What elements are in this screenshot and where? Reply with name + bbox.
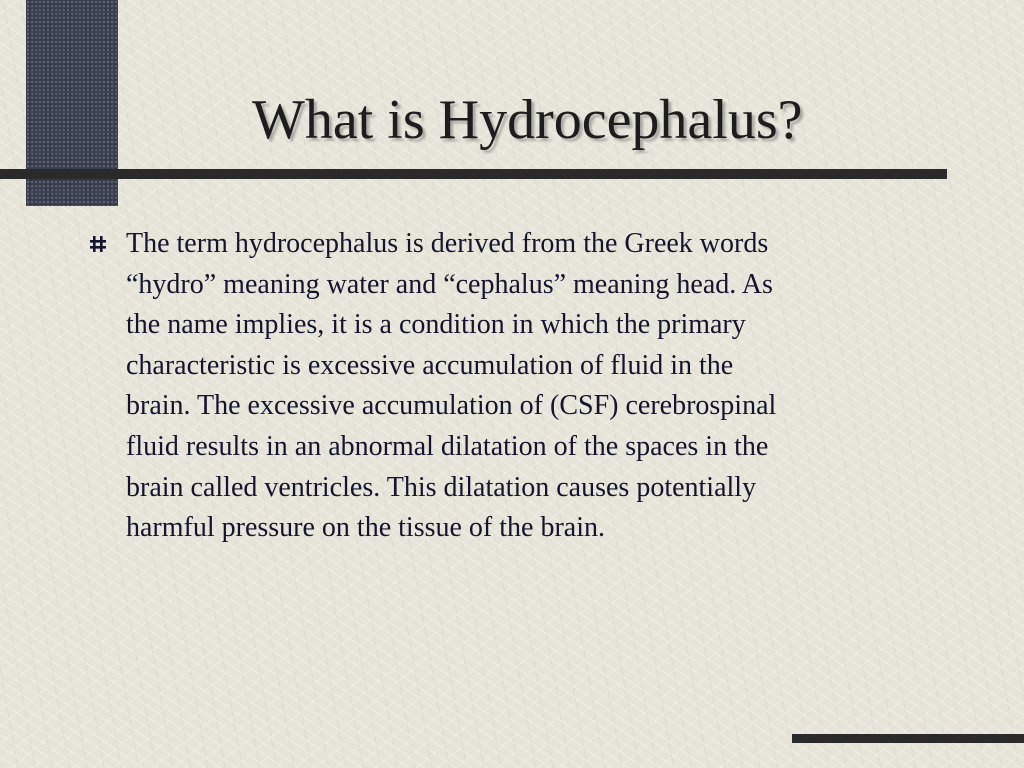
slide-title: What is Hydrocephalus? — [252, 89, 803, 151]
title-divider-rule — [0, 169, 947, 179]
bullet-line: The term hydrocephalus is derived from the Greek words — [126, 228, 769, 259]
bullet-line: brain called ventricles. This dilatation causes potentially — [126, 471, 757, 503]
bullet-line: “hydro” meaning water and “cephalus” meaning head. As — [126, 268, 773, 300]
footer-rule — [792, 734, 1024, 743]
bullet-line: harmful pressure on the tissue of the brain. — [126, 512, 605, 544]
bullet-paragraph — [126, 224, 956, 549]
bullet-line: fluid results in an abnormal dilatation of the spaces in the — [126, 430, 769, 462]
bullet-line: brain. The excessive accumulation of (CSF) cerebrospinal — [126, 390, 777, 422]
bullet-line: characteristic is excessive accumulation of fluid in the — [126, 349, 734, 381]
hash-bullet-icon — [88, 233, 108, 255]
bullet-line: the name implies, it is a condition in which the primary — [126, 309, 746, 341]
